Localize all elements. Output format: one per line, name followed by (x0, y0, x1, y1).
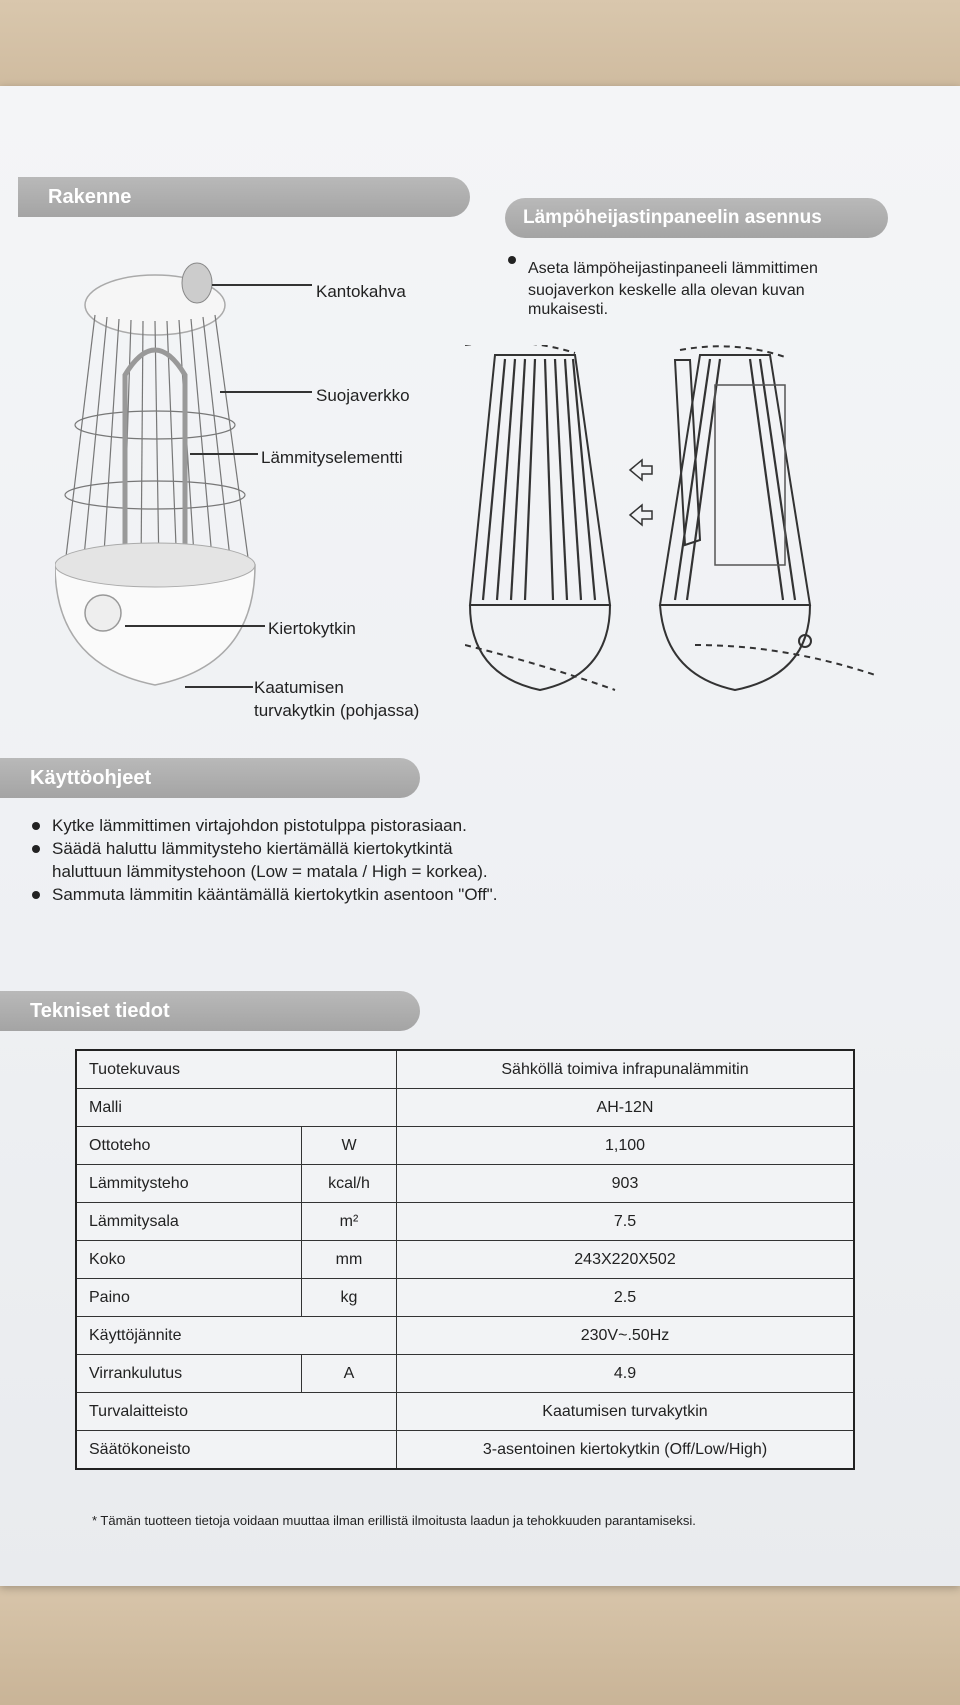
label-knob: Kiertokytkin (268, 619, 356, 638)
usage-item-text-cont: haluttuun lämmitystehoon (Low = matala / High = korkea). (52, 862, 488, 881)
spec-key: Tuotekuvaus (76, 1050, 397, 1089)
spec-unit: A (302, 1355, 397, 1393)
table-row (76, 1203, 854, 1241)
label-element: Lämmityselementti (261, 448, 403, 467)
usage-instructions-list (30, 814, 497, 906)
spec-key: Säätökoneisto (76, 1431, 397, 1470)
table-row (76, 1355, 854, 1393)
spec-value: 3-asentoinen kiertokytkin (Off/Low/High) (397, 1431, 855, 1470)
table-row (76, 1127, 854, 1165)
usage-item (30, 837, 497, 883)
install-text-line3: mukaisesti. (528, 301, 609, 318)
spec-value: 1,100 (397, 1127, 855, 1165)
table-row (76, 1279, 854, 1317)
label-guard: Suojaverkko (316, 386, 410, 405)
install-reflector-illustration (465, 345, 895, 695)
usage-item-text: Säädä haluttu lämmitysteho kiertämällä kiertokytkintä (52, 839, 453, 858)
spec-value: AH-12N (397, 1089, 855, 1127)
usage-item-text: Sammuta lämmitin kääntämällä kiertokytkin asentoon "Off". (52, 885, 498, 904)
section-heading-usage: Käyttöohjeet (0, 758, 420, 798)
specs-footnote: * Tämän tuotteen tietoja voidaan muuttaa ilman erillistä ilmoitusta laadun ja tehokkuuden parantamiseksi. (92, 1513, 696, 1528)
spec-key: Malli (76, 1089, 397, 1127)
spec-unit: kg (302, 1279, 397, 1317)
spec-key: Turvalaitteisto (76, 1393, 397, 1431)
label-tip-line2: turvakytkin (pohjassa) (254, 701, 420, 720)
table-row (76, 1165, 854, 1203)
install-text-line2: suojaverkon keskelle alla olevan kuvan (528, 282, 805, 299)
spec-key: Koko (76, 1241, 302, 1279)
table-row (76, 1050, 854, 1089)
spec-value: 243X220X502 (397, 1241, 855, 1279)
spec-key: Virrankulutus (76, 1355, 302, 1393)
label-tip-line1: Kaatumisen (254, 678, 344, 697)
table-row (76, 1317, 854, 1355)
leader-line-element (190, 453, 258, 455)
section-heading-specs: Tekniset tiedot (0, 991, 420, 1031)
spec-value: 2.5 (397, 1279, 855, 1317)
table-row (76, 1393, 854, 1431)
section-heading-install: Lämpöheijastinpaneelin asennus (505, 198, 888, 238)
install-text-line1: Aseta lämpöheijastinpaneeli lämmittimen (528, 260, 818, 277)
spec-value: 7.5 (397, 1203, 855, 1241)
spec-value: Sähköllä toimiva infrapunalämmitin (397, 1050, 855, 1089)
usage-item (30, 814, 497, 837)
spec-unit: mm (302, 1241, 397, 1279)
leader-line-handle (212, 284, 312, 286)
leader-line-knob (125, 625, 265, 627)
section-heading-structure: Rakenne (18, 177, 470, 217)
specs-table (75, 1049, 855, 1470)
spec-unit: kcal/h (302, 1165, 397, 1203)
spec-key: Lämmitysala (76, 1203, 302, 1241)
spec-unit: m² (302, 1203, 397, 1241)
table-row (76, 1431, 854, 1470)
spec-key: Käyttöjännite (76, 1317, 397, 1355)
leader-line-tip (185, 686, 253, 688)
spec-key: Lämmitysteho (76, 1165, 302, 1203)
spec-value: 4.9 (397, 1355, 855, 1393)
spec-key: Ottoteho (76, 1127, 302, 1165)
spec-value: 230V~.50Hz (397, 1317, 855, 1355)
usage-item (30, 883, 497, 906)
table-row (76, 1089, 854, 1127)
label-handle: Kantokahva (316, 282, 406, 301)
spec-value: 903 (397, 1165, 855, 1203)
table-row (76, 1241, 854, 1279)
usage-item-text: Kytke lämmittimen virtajohdon pistotulppa pistorasiaan. (52, 816, 467, 835)
spec-value: Kaatumisen turvakytkin (397, 1393, 855, 1431)
install-bullet (508, 256, 516, 264)
leader-line-guard (220, 391, 312, 393)
spec-key: Paino (76, 1279, 302, 1317)
spec-unit: W (302, 1127, 397, 1165)
heater-structure-illustration (55, 245, 275, 695)
